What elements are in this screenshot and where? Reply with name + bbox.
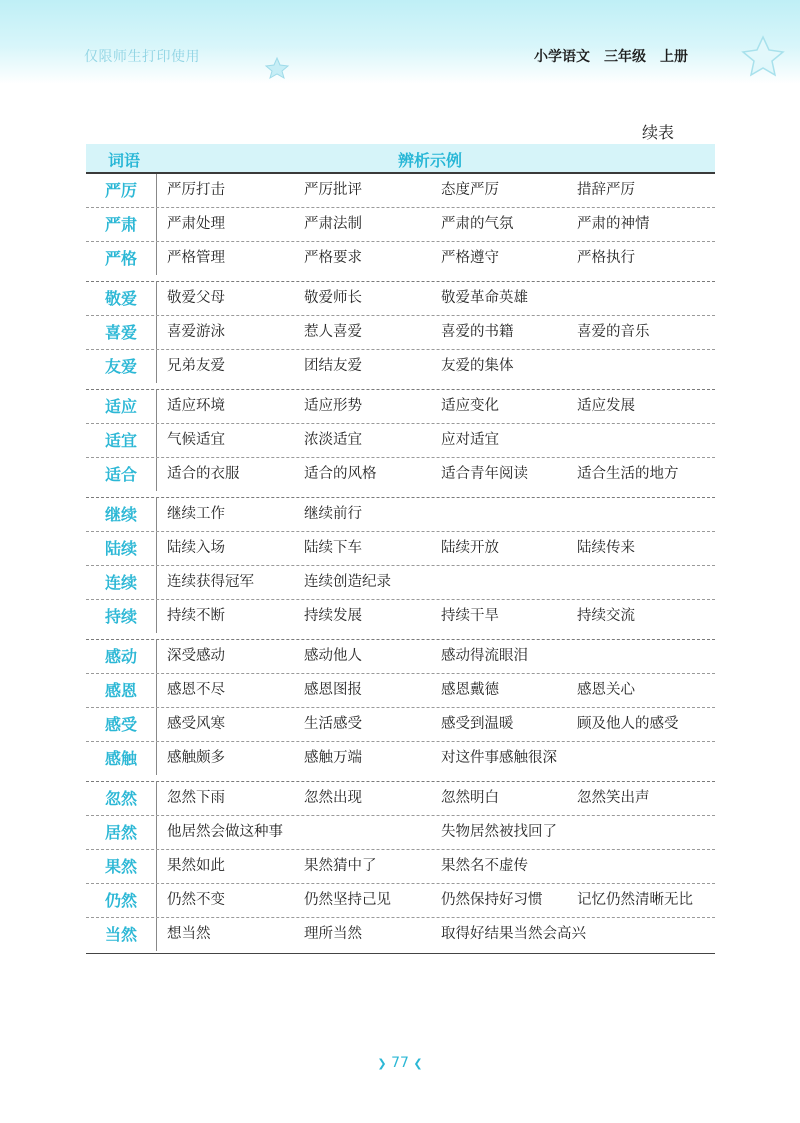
example-phrase: 忽然笑出声 xyxy=(577,790,650,806)
example-phrase: 感受风寒 xyxy=(167,716,225,732)
example-phrase: 理所当然 xyxy=(304,926,362,942)
example-phrase: 感触颇多 xyxy=(167,750,225,766)
example-phrase: 果然猜中了 xyxy=(304,858,377,874)
star-icon xyxy=(264,56,290,80)
word-term: 连续 xyxy=(86,566,157,599)
example-phrase: 适合的风格 xyxy=(304,466,377,482)
example-phrase: 感恩关心 xyxy=(577,682,635,698)
word-term: 当然 xyxy=(86,918,157,951)
example-phrase: 友爱的集体 xyxy=(441,358,514,374)
word-term: 陆续 xyxy=(86,532,157,565)
example-phrase: 敬爱师长 xyxy=(304,290,362,306)
example-phrase: 陆续开放 xyxy=(441,540,499,556)
example-phrase: 适合生活的地方 xyxy=(577,466,679,482)
word-term: 感受 xyxy=(86,708,157,741)
example-phrase: 惹人喜爱 xyxy=(304,324,362,340)
word-term: 适合 xyxy=(86,458,157,491)
example-phrase: 记忆仍然清晰无比 xyxy=(577,892,693,908)
example-phrase: 严肃的气氛 xyxy=(441,216,514,232)
example-phrase: 兄弟友爱 xyxy=(167,358,225,374)
example-phrase: 感触万端 xyxy=(304,750,362,766)
table-row xyxy=(86,850,715,884)
word-term: 感动 xyxy=(86,640,157,673)
column-header-examples: 辨析示例 xyxy=(398,151,463,170)
word-term: 忽然 xyxy=(86,782,157,815)
word-term: 感触 xyxy=(86,742,157,775)
table-row xyxy=(86,532,715,566)
example-phrase: 严格要求 xyxy=(304,250,362,266)
word-group xyxy=(86,390,715,498)
table-row xyxy=(86,918,715,951)
word-term: 居然 xyxy=(86,816,157,849)
table-row xyxy=(86,640,715,674)
word-group xyxy=(86,282,715,390)
example-phrase: 持续不断 xyxy=(167,608,225,624)
page-arrow-right-icon: ❮ xyxy=(413,1057,423,1070)
example-phrase: 喜爱的音乐 xyxy=(577,324,650,340)
example-phrase: 失物居然被找回了 xyxy=(441,824,557,840)
example-phrase: 陆续传来 xyxy=(577,540,635,556)
example-phrase: 想当然 xyxy=(167,926,211,942)
example-phrase: 顾及他人的感受 xyxy=(577,716,679,732)
example-phrase: 继续工作 xyxy=(167,506,225,522)
table-row xyxy=(86,884,715,918)
word-group xyxy=(86,640,715,782)
table-row xyxy=(86,316,715,350)
example-phrase: 严格执行 xyxy=(577,250,635,266)
example-phrase: 持续干旱 xyxy=(441,608,499,624)
table-row xyxy=(86,600,715,633)
word-term: 适宜 xyxy=(86,424,157,457)
example-phrase: 敬爱革命英雄 xyxy=(441,290,528,306)
word-group xyxy=(86,782,715,954)
book-title: 小学语文 三年级 上册 xyxy=(534,49,688,65)
star-icon-large xyxy=(740,34,786,78)
example-phrase: 陆续入场 xyxy=(167,540,225,556)
example-phrase: 持续交流 xyxy=(577,608,635,624)
example-phrase: 团结友爱 xyxy=(304,358,362,374)
table-body xyxy=(86,174,715,954)
example-phrase: 适应发展 xyxy=(577,398,635,414)
table-row xyxy=(86,742,715,775)
example-phrase: 感动得流眼泪 xyxy=(441,648,528,664)
table-row xyxy=(86,242,715,275)
example-phrase: 陆续下车 xyxy=(304,540,362,556)
word-term: 严格 xyxy=(86,242,157,275)
example-phrase: 取得好结果当然会高兴 xyxy=(441,926,586,942)
example-phrase: 连续创造纪录 xyxy=(304,574,391,590)
column-header-word: 词语 xyxy=(108,151,141,170)
table-row xyxy=(86,458,715,491)
example-phrase: 适合的衣服 xyxy=(167,466,240,482)
table-header xyxy=(86,144,715,174)
table-row xyxy=(86,208,715,242)
table-row xyxy=(86,708,715,742)
continued-label: 续表 xyxy=(642,123,675,142)
table-row xyxy=(86,350,715,383)
example-phrase: 浓淡适宜 xyxy=(304,432,362,448)
example-phrase: 喜爱的书籍 xyxy=(441,324,514,340)
word-term: 友爱 xyxy=(86,350,157,383)
example-phrase: 忽然下雨 xyxy=(167,790,225,806)
example-phrase: 感恩图报 xyxy=(304,682,362,698)
example-phrase: 持续发展 xyxy=(304,608,362,624)
example-phrase: 仍然不变 xyxy=(167,892,225,908)
example-phrase: 适应形势 xyxy=(304,398,362,414)
example-phrase: 他居然会做这种事 xyxy=(167,824,283,840)
example-phrase: 应对适宜 xyxy=(441,432,499,448)
example-phrase: 适应变化 xyxy=(441,398,499,414)
word-analysis-table xyxy=(86,144,715,954)
example-phrase: 严厉打击 xyxy=(167,182,225,198)
page-number-text: 77 xyxy=(391,1055,409,1071)
example-phrase: 措辞严厉 xyxy=(577,182,635,198)
example-phrase: 感恩戴德 xyxy=(441,682,499,698)
example-phrase: 果然名不虚传 xyxy=(441,858,528,874)
example-phrase: 严肃处理 xyxy=(167,216,225,232)
example-phrase: 气候适宜 xyxy=(167,432,225,448)
example-phrase: 严肃的神情 xyxy=(577,216,650,232)
word-term: 喜爱 xyxy=(86,316,157,349)
example-phrase: 态度严厉 xyxy=(441,182,499,198)
example-phrase: 严肃法制 xyxy=(304,216,362,232)
example-phrase: 忽然出现 xyxy=(304,790,362,806)
word-term: 严肃 xyxy=(86,208,157,241)
page-arrow-left-icon: ❯ xyxy=(377,1057,387,1070)
table-row xyxy=(86,498,715,532)
table-row xyxy=(86,424,715,458)
word-group xyxy=(86,498,715,640)
word-term: 继续 xyxy=(86,498,157,531)
example-phrase: 深受感动 xyxy=(167,648,225,664)
word-group xyxy=(86,174,715,282)
example-phrase: 严厉批评 xyxy=(304,182,362,198)
example-phrase: 严格管理 xyxy=(167,250,225,266)
word-term: 敬爱 xyxy=(86,282,157,315)
table-row xyxy=(86,282,715,316)
table-row xyxy=(86,390,715,424)
example-phrase: 感动他人 xyxy=(304,648,362,664)
example-phrase: 严格遵守 xyxy=(441,250,499,266)
header-band xyxy=(0,0,800,84)
word-term: 果然 xyxy=(86,850,157,883)
word-term: 严厉 xyxy=(86,174,157,207)
table-row xyxy=(86,566,715,600)
example-phrase: 仍然坚持己见 xyxy=(304,892,391,908)
example-phrase: 敬爱父母 xyxy=(167,290,225,306)
example-phrase: 感恩不尽 xyxy=(167,682,225,698)
example-phrase: 连续获得冠军 xyxy=(167,574,254,590)
table-row xyxy=(86,174,715,208)
example-phrase: 对这件事感触很深 xyxy=(441,750,557,766)
table-row xyxy=(86,674,715,708)
word-term: 持续 xyxy=(86,600,157,633)
example-phrase: 仍然保持好习惯 xyxy=(441,892,543,908)
table-row xyxy=(86,816,715,850)
example-phrase: 感受到温暖 xyxy=(441,716,514,732)
watermark-text: 仅限师生打印使用 xyxy=(84,49,200,65)
example-phrase: 忽然明白 xyxy=(441,790,499,806)
example-phrase: 喜爱游泳 xyxy=(167,324,225,340)
example-phrase: 继续前行 xyxy=(304,506,362,522)
table-row xyxy=(86,782,715,816)
word-term: 仍然 xyxy=(86,884,157,917)
example-phrase: 适合青年阅读 xyxy=(441,466,528,482)
example-phrase: 果然如此 xyxy=(167,858,225,874)
word-term: 适应 xyxy=(86,390,157,423)
word-term: 感恩 xyxy=(86,674,157,707)
example-phrase: 适应环境 xyxy=(167,398,225,414)
page-number xyxy=(372,1055,428,1071)
example-phrase: 生活感受 xyxy=(304,716,362,732)
